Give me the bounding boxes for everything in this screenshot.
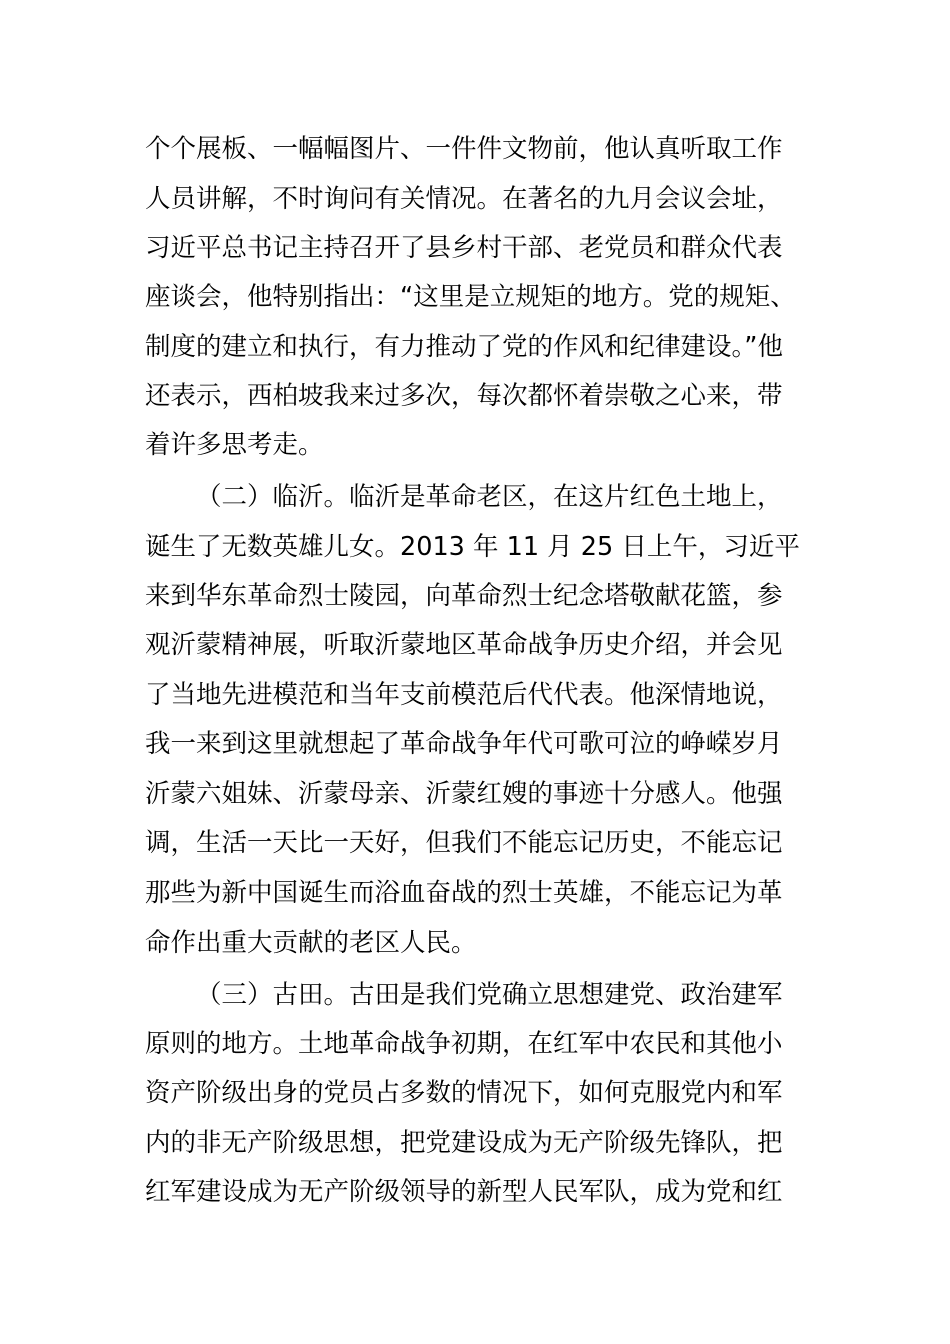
text-line: 着许多思考走。 [145, 430, 324, 460]
text-line: 沂蒙六姐妹、沂蒙母亲、沂蒙红嫂的事迹十分感人。他强 [145, 779, 783, 809]
text-line: 座谈会，他特别指出：“这里是立规矩的地方。党的规矩、 [145, 282, 796, 312]
text-line: 调，生活一天比一天好，但我们不能忘记历史，不能忘记 [145, 828, 783, 858]
text-line: 个个展板、一幅幅图片、一件件文物前，他认真听取工作 [145, 134, 783, 164]
text-line: 了当地先进模范和当年支前模范后代代表。他深情地说， [145, 680, 783, 710]
paragraph-heading-gutian: （三）古田。古田是我们党确立思想建党、政治建军 [196, 980, 783, 1010]
text-line: 来到华东革命烈士陵园，向革命烈士纪念塔敬献花篮，参 [145, 581, 783, 611]
text-line: 诞生了无数英雄儿女。2013 年 11 月 25 日上午，习近平 [145, 532, 800, 562]
text-line: 内的非无产阶级思想，把党建设成为无产阶级先锋队，把 [145, 1128, 783, 1158]
text-line: 制度的建立和执行，有力推动了党的作风和纪律建设。”他 [145, 332, 783, 362]
text-line: 资产阶级出身的党员占多数的情况下，如何克服党内和军 [145, 1078, 783, 1108]
text-line: 还表示，西柏坡我来过多次，每次都怀着崇敬之心来，带 [145, 381, 783, 411]
text-line: 我一来到这里就想起了革命战争年代可歌可泣的峥嵘岁月 [145, 729, 783, 759]
text-line: 命作出重大贡献的老区人民。 [145, 928, 477, 958]
text-line: 红军建设成为无产阶级领导的新型人民军队，成为党和红 [145, 1177, 783, 1207]
text-line: 习近平总书记主持召开了县乡村干部、老党员和群众代表 [145, 233, 783, 263]
text-line: 原则的地方。土地革命战争初期，在红军中农民和其他小 [145, 1029, 783, 1059]
text-line: 观沂蒙精神展，听取沂蒙地区革命战争历史介绍，并会见 [145, 630, 783, 660]
text-line: 人员讲解，不时询问有关情况。在著名的九月会议会址， [145, 184, 783, 214]
text-line: 那些为新中国诞生而浴血奋战的烈士英雄，不能忘记为革 [145, 878, 783, 908]
paragraph-heading-linyi: （二）临沂。临沂是革命老区，在这片红色土地上， [196, 482, 783, 512]
